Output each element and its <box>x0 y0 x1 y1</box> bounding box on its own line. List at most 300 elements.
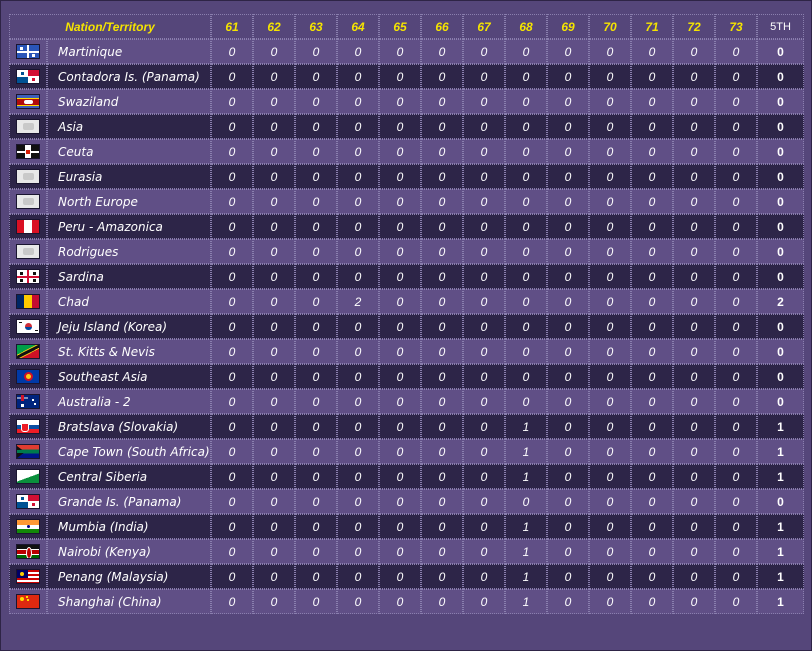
score-cell: 0 <box>253 414 295 439</box>
score-cell: 0 <box>715 289 757 314</box>
score-cell: 0 <box>673 539 715 564</box>
column-header-68[interactable]: 68 <box>505 14 547 39</box>
score-cell: 0 <box>421 464 463 489</box>
south-africa-flag-icon <box>16 444 40 459</box>
sardinia-flag-icon <box>16 269 40 284</box>
score-cell: 0 <box>295 539 337 564</box>
score-cell: 0 <box>337 89 379 114</box>
india-flag-icon <box>16 519 40 534</box>
flag-cell <box>9 214 47 239</box>
score-cell: 0 <box>211 89 253 114</box>
score-cell: 0 <box>505 339 547 364</box>
score-cell: 0 <box>421 589 463 614</box>
table-row[interactable] <box>9 489 804 514</box>
score-cell: 0 <box>715 389 757 414</box>
table-row[interactable] <box>9 264 804 289</box>
score-cell: 0 <box>379 189 421 214</box>
column-header-72[interactable]: 72 <box>673 14 715 39</box>
score-cell: 0 <box>589 314 631 339</box>
column-header-61[interactable]: 61 <box>211 14 253 39</box>
results-table <box>9 14 804 614</box>
score-cell: 0 <box>253 314 295 339</box>
table-row[interactable] <box>9 114 804 139</box>
score-cell: 0 <box>589 189 631 214</box>
score-cell: 0 <box>379 514 421 539</box>
flag-cell <box>9 514 47 539</box>
table-row[interactable] <box>9 164 804 189</box>
score-cell: 1 <box>505 414 547 439</box>
score-cell: 0 <box>589 464 631 489</box>
nation-name: Swaziland <box>47 89 211 114</box>
score-cell: 0 <box>547 389 589 414</box>
score-cell: 0 <box>337 189 379 214</box>
column-header-69[interactable]: 69 <box>547 14 589 39</box>
ceuta-flag-icon <box>16 144 40 159</box>
score-cell: 0 <box>547 114 589 139</box>
total-cell: 1 <box>757 414 804 439</box>
score-cell: 0 <box>505 389 547 414</box>
table-row[interactable] <box>9 414 804 439</box>
score-cell: 0 <box>379 89 421 114</box>
score-cell: 0 <box>547 589 589 614</box>
generic-flag-icon <box>16 169 40 184</box>
score-cell: 0 <box>253 564 295 589</box>
table-row[interactable] <box>9 289 804 314</box>
header-row <box>9 14 804 39</box>
score-cell: 0 <box>463 289 505 314</box>
score-cell: 0 <box>211 289 253 314</box>
score-cell: 0 <box>589 239 631 264</box>
column-header-63[interactable]: 63 <box>295 14 337 39</box>
score-cell: 0 <box>631 314 673 339</box>
nation-name: Eurasia <box>47 164 211 189</box>
flag-cell <box>9 339 47 364</box>
score-cell: 0 <box>421 364 463 389</box>
flag-cell <box>9 239 47 264</box>
column-header-70[interactable]: 70 <box>589 14 631 39</box>
table-row[interactable] <box>9 64 804 89</box>
score-cell: 0 <box>673 139 715 164</box>
score-cell: 0 <box>715 414 757 439</box>
score-cell: 0 <box>211 439 253 464</box>
score-cell: 0 <box>337 539 379 564</box>
score-cell: 0 <box>463 239 505 264</box>
table-row[interactable] <box>9 339 804 364</box>
siberia-flag-icon <box>16 469 40 484</box>
score-cell: 0 <box>715 514 757 539</box>
total-cell: 1 <box>757 589 804 614</box>
score-cell: 0 <box>547 539 589 564</box>
total-cell: 0 <box>757 264 804 289</box>
score-cell: 0 <box>211 514 253 539</box>
score-cell: 0 <box>547 214 589 239</box>
score-cell: 0 <box>295 414 337 439</box>
score-cell: 0 <box>631 439 673 464</box>
score-cell: 1 <box>505 439 547 464</box>
nation-name: Bratslava (Slovakia) <box>47 414 211 439</box>
score-cell: 0 <box>337 314 379 339</box>
score-cell: 0 <box>505 239 547 264</box>
score-cell: 0 <box>211 464 253 489</box>
column-header-65[interactable]: 65 <box>379 14 421 39</box>
score-cell: 0 <box>337 164 379 189</box>
score-cell: 0 <box>589 439 631 464</box>
table-row[interactable] <box>9 464 804 489</box>
score-cell: 0 <box>253 114 295 139</box>
asean-flag-icon <box>16 369 40 384</box>
table-row[interactable] <box>9 89 804 114</box>
score-cell: 0 <box>547 289 589 314</box>
nation-name: Nairobi (Kenya) <box>47 539 211 564</box>
score-cell: 0 <box>421 214 463 239</box>
score-cell: 0 <box>589 514 631 539</box>
table-row[interactable] <box>9 439 804 464</box>
nation-name: Grande Is. (Panama) <box>47 489 211 514</box>
score-cell: 0 <box>421 564 463 589</box>
score-cell: 0 <box>211 189 253 214</box>
total-cell: 1 <box>757 464 804 489</box>
generic-flag-icon <box>16 119 40 134</box>
score-cell: 0 <box>715 564 757 589</box>
score-cell: 0 <box>589 589 631 614</box>
score-cell: 0 <box>673 564 715 589</box>
score-cell: 0 <box>673 114 715 139</box>
score-cell: 0 <box>211 339 253 364</box>
score-cell: 0 <box>421 39 463 64</box>
score-cell: 0 <box>589 564 631 589</box>
score-cell: 0 <box>631 64 673 89</box>
score-cell: 0 <box>295 289 337 314</box>
total-column-header[interactable]: 5TH <box>757 14 804 39</box>
score-cell: 0 <box>547 39 589 64</box>
nation-name: St. Kitts & Nevis <box>47 339 211 364</box>
score-cell: 0 <box>631 114 673 139</box>
score-cell: 0 <box>631 339 673 364</box>
score-cell: 0 <box>337 39 379 64</box>
score-cell: 0 <box>295 564 337 589</box>
flag-cell <box>9 139 47 164</box>
score-cell: 0 <box>421 189 463 214</box>
score-cell: 0 <box>463 189 505 214</box>
score-cell: 0 <box>631 364 673 389</box>
score-cell: 0 <box>715 164 757 189</box>
table-row[interactable] <box>9 539 804 564</box>
score-cell: 0 <box>463 414 505 439</box>
score-cell: 0 <box>505 289 547 314</box>
total-cell: 0 <box>757 164 804 189</box>
score-cell: 2 <box>337 289 379 314</box>
china-flag-icon <box>16 594 40 609</box>
score-cell: 1 <box>505 589 547 614</box>
table-row[interactable] <box>9 514 804 539</box>
total-cell: 0 <box>757 364 804 389</box>
nation-name: Penang (Malaysia) <box>47 564 211 589</box>
score-cell: 0 <box>463 64 505 89</box>
score-cell: 0 <box>211 239 253 264</box>
score-cell: 0 <box>631 139 673 164</box>
score-cell: 0 <box>673 214 715 239</box>
score-cell: 0 <box>505 114 547 139</box>
score-cell: 0 <box>547 89 589 114</box>
score-cell: 0 <box>463 314 505 339</box>
score-cell: 0 <box>379 114 421 139</box>
score-cell: 0 <box>337 514 379 539</box>
score-cell: 0 <box>295 389 337 414</box>
total-cell: 0 <box>757 389 804 414</box>
total-cell: 2 <box>757 289 804 314</box>
score-cell: 0 <box>463 489 505 514</box>
score-cell: 0 <box>673 189 715 214</box>
flag-cell <box>9 164 47 189</box>
score-cell: 0 <box>505 39 547 64</box>
score-cell: 0 <box>253 139 295 164</box>
total-cell: 0 <box>757 189 804 214</box>
kenya-flag-icon <box>16 544 40 559</box>
flag-cell <box>9 314 47 339</box>
score-cell: 0 <box>463 39 505 64</box>
score-cell: 0 <box>337 589 379 614</box>
flag-cell <box>9 389 47 414</box>
nation-name: Jeju Island (Korea) <box>47 314 211 339</box>
flag-cell <box>9 564 47 589</box>
score-cell: 0 <box>379 489 421 514</box>
score-cell: 0 <box>547 339 589 364</box>
score-cell: 0 <box>673 239 715 264</box>
score-cell: 0 <box>673 464 715 489</box>
score-cell: 0 <box>337 564 379 589</box>
score-cell: 0 <box>379 339 421 364</box>
score-cell: 0 <box>673 264 715 289</box>
score-cell: 0 <box>631 239 673 264</box>
flag-cell <box>9 589 47 614</box>
score-cell: 0 <box>673 89 715 114</box>
nation-column-header[interactable]: Nation/Territory <box>9 14 211 39</box>
total-cell: 1 <box>757 539 804 564</box>
score-cell: 0 <box>253 214 295 239</box>
score-cell: 0 <box>379 289 421 314</box>
score-cell: 0 <box>631 564 673 589</box>
score-cell: 0 <box>715 439 757 464</box>
nation-name: Asia <box>47 114 211 139</box>
score-cell: 0 <box>295 189 337 214</box>
score-cell: 0 <box>253 264 295 289</box>
score-cell: 0 <box>673 164 715 189</box>
flag-cell <box>9 264 47 289</box>
generic-flag-icon <box>16 194 40 209</box>
flag-cell <box>9 539 47 564</box>
score-cell: 0 <box>295 164 337 189</box>
nation-name: Mumbia (India) <box>47 514 211 539</box>
score-cell: 0 <box>505 489 547 514</box>
score-cell: 0 <box>631 539 673 564</box>
score-cell: 0 <box>295 114 337 139</box>
score-cell: 0 <box>505 164 547 189</box>
score-cell: 0 <box>673 339 715 364</box>
score-cell: 0 <box>673 314 715 339</box>
score-cell: 0 <box>505 314 547 339</box>
score-cell: 0 <box>211 164 253 189</box>
score-cell: 0 <box>253 164 295 189</box>
score-cell: 0 <box>253 339 295 364</box>
column-header-73[interactable]: 73 <box>715 14 757 39</box>
score-cell: 0 <box>211 114 253 139</box>
st-kitts-flag-icon <box>16 344 40 359</box>
score-cell: 0 <box>547 314 589 339</box>
score-cell: 0 <box>337 139 379 164</box>
score-cell: 0 <box>631 264 673 289</box>
flag-cell <box>9 289 47 314</box>
score-cell: 0 <box>631 89 673 114</box>
score-cell: 0 <box>253 364 295 389</box>
score-cell: 0 <box>421 439 463 464</box>
score-cell: 0 <box>253 489 295 514</box>
score-cell: 0 <box>547 514 589 539</box>
score-cell: 0 <box>589 139 631 164</box>
score-cell: 0 <box>211 389 253 414</box>
score-cell: 0 <box>547 364 589 389</box>
panama-flag-icon <box>16 494 40 509</box>
score-cell: 0 <box>631 514 673 539</box>
panama-flag-icon <box>16 69 40 84</box>
score-cell: 0 <box>253 539 295 564</box>
score-cell: 0 <box>631 164 673 189</box>
score-cell: 0 <box>505 64 547 89</box>
score-cell: 0 <box>715 339 757 364</box>
score-cell: 0 <box>421 139 463 164</box>
column-header-66[interactable]: 66 <box>421 14 463 39</box>
flag-cell <box>9 89 47 114</box>
score-cell: 0 <box>715 114 757 139</box>
score-cell: 0 <box>715 264 757 289</box>
total-cell: 0 <box>757 89 804 114</box>
column-header-67[interactable]: 67 <box>463 14 505 39</box>
column-header-64[interactable]: 64 <box>337 14 379 39</box>
total-cell: 0 <box>757 114 804 139</box>
score-cell: 0 <box>631 189 673 214</box>
score-cell: 0 <box>547 439 589 464</box>
score-cell: 0 <box>463 514 505 539</box>
score-cell: 0 <box>253 289 295 314</box>
column-header-71[interactable]: 71 <box>631 14 673 39</box>
score-cell: 0 <box>589 214 631 239</box>
score-cell: 1 <box>505 539 547 564</box>
score-cell: 0 <box>463 364 505 389</box>
score-cell: 0 <box>253 389 295 414</box>
score-cell: 0 <box>715 64 757 89</box>
table-row[interactable] <box>9 239 804 264</box>
score-cell: 0 <box>631 389 673 414</box>
score-cell: 0 <box>589 539 631 564</box>
score-cell: 0 <box>505 139 547 164</box>
score-cell: 0 <box>379 64 421 89</box>
score-cell: 0 <box>337 489 379 514</box>
score-cell: 0 <box>211 564 253 589</box>
score-cell: 0 <box>379 589 421 614</box>
score-cell: 0 <box>421 339 463 364</box>
score-cell: 0 <box>547 64 589 89</box>
nation-name: Shanghai (China) <box>47 589 211 614</box>
score-cell: 0 <box>715 314 757 339</box>
table-row[interactable] <box>9 564 804 589</box>
score-cell: 0 <box>379 139 421 164</box>
flag-cell <box>9 39 47 64</box>
score-cell: 0 <box>337 389 379 414</box>
score-cell: 0 <box>673 439 715 464</box>
score-cell: 0 <box>295 239 337 264</box>
score-cell: 0 <box>547 164 589 189</box>
score-cell: 0 <box>547 139 589 164</box>
table-body <box>9 39 804 614</box>
score-cell: 0 <box>673 414 715 439</box>
score-cell: 0 <box>589 489 631 514</box>
score-cell: 0 <box>631 589 673 614</box>
table-row[interactable] <box>9 364 804 389</box>
generic-flag-icon <box>16 244 40 259</box>
score-cell: 0 <box>211 364 253 389</box>
table-row[interactable] <box>9 189 804 214</box>
score-cell: 0 <box>337 239 379 264</box>
score-cell: 0 <box>421 89 463 114</box>
score-cell: 0 <box>421 414 463 439</box>
score-cell: 0 <box>715 189 757 214</box>
score-cell: 0 <box>379 364 421 389</box>
score-cell: 0 <box>379 39 421 64</box>
score-cell: 0 <box>715 214 757 239</box>
score-cell: 0 <box>295 89 337 114</box>
score-cell: 0 <box>421 289 463 314</box>
malaysia-flag-icon <box>16 569 40 584</box>
table-row[interactable] <box>9 314 804 339</box>
score-cell: 0 <box>673 489 715 514</box>
score-cell: 0 <box>673 364 715 389</box>
score-cell: 0 <box>337 264 379 289</box>
score-cell: 0 <box>463 114 505 139</box>
score-cell: 0 <box>463 89 505 114</box>
table-row[interactable] <box>9 214 804 239</box>
flag-cell <box>9 64 47 89</box>
score-cell: 0 <box>379 464 421 489</box>
table-row[interactable] <box>9 39 804 64</box>
score-cell: 0 <box>463 439 505 464</box>
score-cell: 0 <box>715 89 757 114</box>
nation-name: Rodrigues <box>47 239 211 264</box>
score-cell: 0 <box>505 189 547 214</box>
score-cell: 0 <box>379 414 421 439</box>
score-cell: 0 <box>547 564 589 589</box>
total-cell: 0 <box>757 214 804 239</box>
nation-name: Chad <box>47 289 211 314</box>
score-cell: 0 <box>211 414 253 439</box>
nation-name: Australia - 2 <box>47 389 211 414</box>
score-cell: 0 <box>421 489 463 514</box>
table-row[interactable] <box>9 589 804 614</box>
flag-cell <box>9 489 47 514</box>
score-cell: 0 <box>463 564 505 589</box>
score-cell: 0 <box>379 439 421 464</box>
table-row[interactable] <box>9 389 804 414</box>
score-cell: 0 <box>589 339 631 364</box>
score-cell: 0 <box>253 89 295 114</box>
nation-name: Peru - Amazonica <box>47 214 211 239</box>
column-header-62[interactable]: 62 <box>253 14 295 39</box>
flag-cell <box>9 189 47 214</box>
score-cell: 0 <box>673 289 715 314</box>
total-cell: 0 <box>757 339 804 364</box>
score-cell: 0 <box>253 439 295 464</box>
score-cell: 0 <box>211 539 253 564</box>
table-row[interactable] <box>9 139 804 164</box>
score-cell: 0 <box>463 339 505 364</box>
